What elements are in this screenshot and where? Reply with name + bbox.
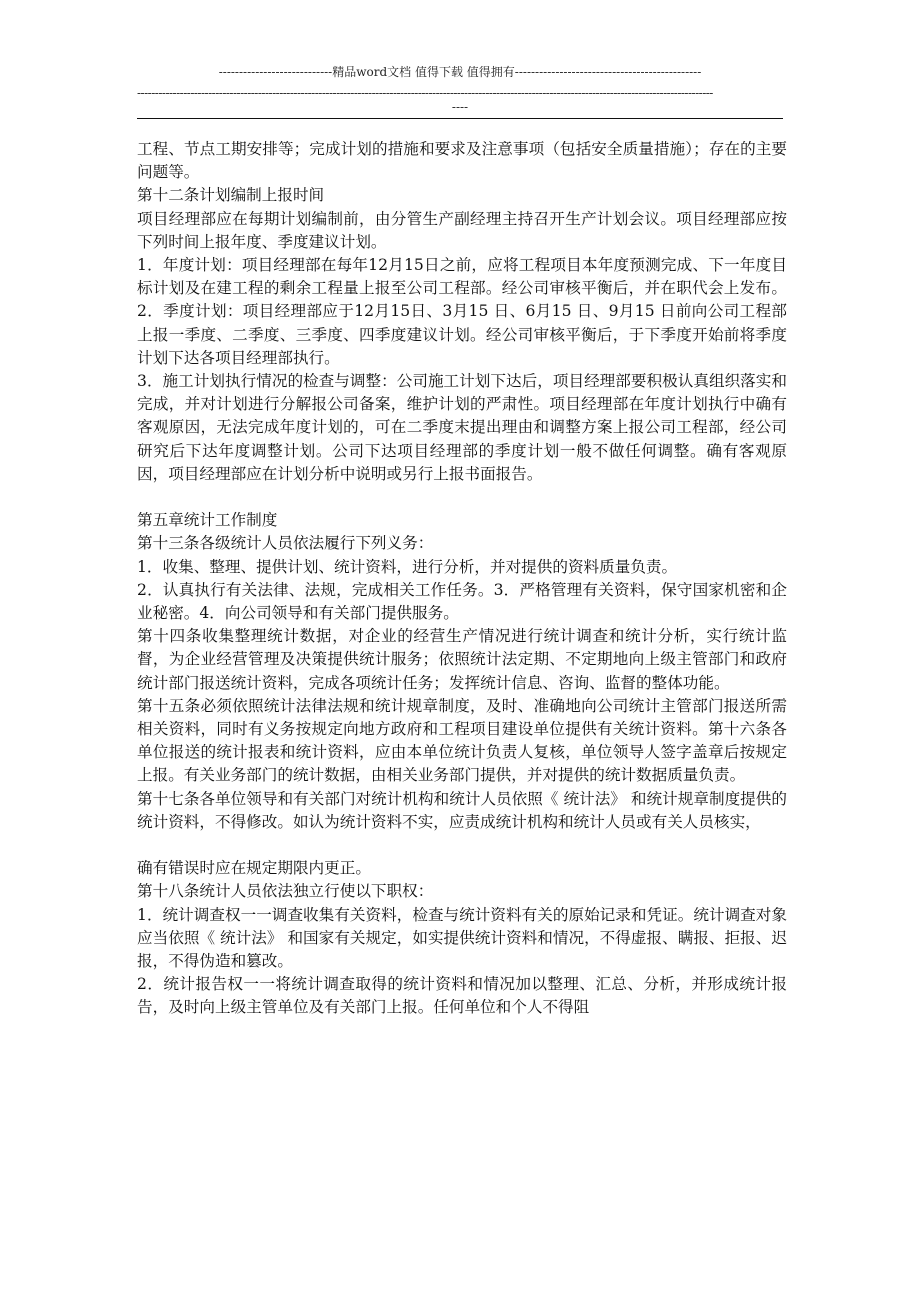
- header-dash-tail: ----: [451, 100, 469, 114]
- paragraph: 第十八条统计人员依法独立行使以下职权：: [137, 882, 434, 901]
- blank-line: [137, 486, 787, 509]
- paragraph: 2．认真执行有关法律、法规，完成相关工作任务。3．严格管理有关资料，保守国家机密和企业秘密。4．向公司领导和有关部门提供服务。: [137, 580, 787, 623]
- paragraph: 第十三条各级统计人员依法履行下列义务：: [137, 534, 434, 553]
- paragraph: 1．统计调查权一一调查收集有关资料，检查与统计资料有关的原始记录和凭证。统计调查对象应当依照《 统计法》 和国家有关规定，如实提供统计资料和情况，不得虚报、瞒报、拒报、迟报，不得伪造和篡改。: [137, 905, 787, 971]
- header-dash-line: ------------------------------------------------------------------------------------------------------------------------------------------------------------------: [137, 86, 713, 100]
- paragraph: 第五章统计工作制度: [137, 511, 278, 530]
- paragraph: 3．施工计划执行情况的检查与调整：公司施工计划下达后，项目经理部要积极认真组织落实和完成，并对计划进行分解报公司备案，维护计划的严肃性。项目经理部在年度计划执行中确有客观原因，无法完成年度计划的，可在二季度末提出理由和调整方案上报公司工程部，经公司研究后下达年度调整计划。公司下达项目经理部的季度计划一般不做任何调整。确有客观原因，项目经理部应在计划分析中说明或另行上报书面报告。: [137, 372, 787, 483]
- header-divider: [137, 118, 783, 119]
- paragraph: 确有错误时应在规定期限内更正。: [137, 859, 371, 878]
- paragraph: 第十七条各单位领导和有关部门对统计机构和统计人员依照《 统计法》 和统计规章制度提供的统计资料，不得修改。如认为统计资料不实，应责成统计机构和统计人员或有关人员核实，: [137, 789, 787, 831]
- paragraph: 1．年度计划：项目经理部在每年12月15日之前，应将工程项目本年度预测完成、下一年度目标计划及在建工程的剩余工程量上报至公司工程部。经公司审核平衡后，并在职代会上发布。2．季度计划：项目经理部应于12月15日、3月15 日、6月15 日、9月15 日前向公司工程部上报一季度、二季度、三季度、四季度建议计划。经公司审核平衡后，于下季度开始前将季度计划下达各项目经理部执行。: [137, 256, 787, 367]
- paragraph: 1．收集、整理、提供计划、统计资料，进行分析，并对提供的资料质量负责。: [137, 557, 678, 576]
- header-banner-text: ----------------------------精品word文档 值得下载 值得拥有----------------------------------------------: [218, 65, 702, 79]
- paragraph: 2．统计报告权一一将统计调查取得的统计资料和情况加以整理、汇总、分析，并形成统计报告，及时向上级主管单位及有关部门上报。任何单位和个人不得阻: [137, 975, 787, 1017]
- paragraph: 第十五条必须依照统计法律法规和统计规章制度，及时、准确地向公司统计主管部门报送所需相关资料，同时有义务按规定向地方政府和工程项目建设单位提供有关统计资料。第十六条各单位报送的统计报表和统计资料，应由本单位统计负责人复核，单位领导人签字盖章后按规定上报。有关业务部门的统计数据，由相关业务部门提供，并对提供的统计数据质量负责。: [137, 696, 787, 785]
- paragraph: 第十二条计划编制上报时间: [137, 186, 325, 205]
- blank-line: [137, 834, 787, 857]
- document-body: [137, 138, 787, 1020]
- paragraph: 第十四条收集整理统计数据，对企业的经营生产情况进行统计调查和统计分析，实行统计监督，为企业经营管理及决策提供统计服务；依照统计法定期、不定期地向上级主管部门和政府统计部门报送统计资料，完成各项统计任务；发挥统计信息、咨询、监督的整体功能。: [137, 627, 787, 692]
- paragraph: 项目经理部应在每期计划编制前，由分管生产副经理主持召开生产计划会议。项目经理部应按下列时间上报年度、季度建议计划。: [137, 209, 787, 251]
- paragraph: 工程、节点工期安排等；完成计划的措施和要求及注意事项（包括安全质量措施）；存在的主要问题等。: [137, 140, 787, 182]
- page-header: [0, 64, 920, 81]
